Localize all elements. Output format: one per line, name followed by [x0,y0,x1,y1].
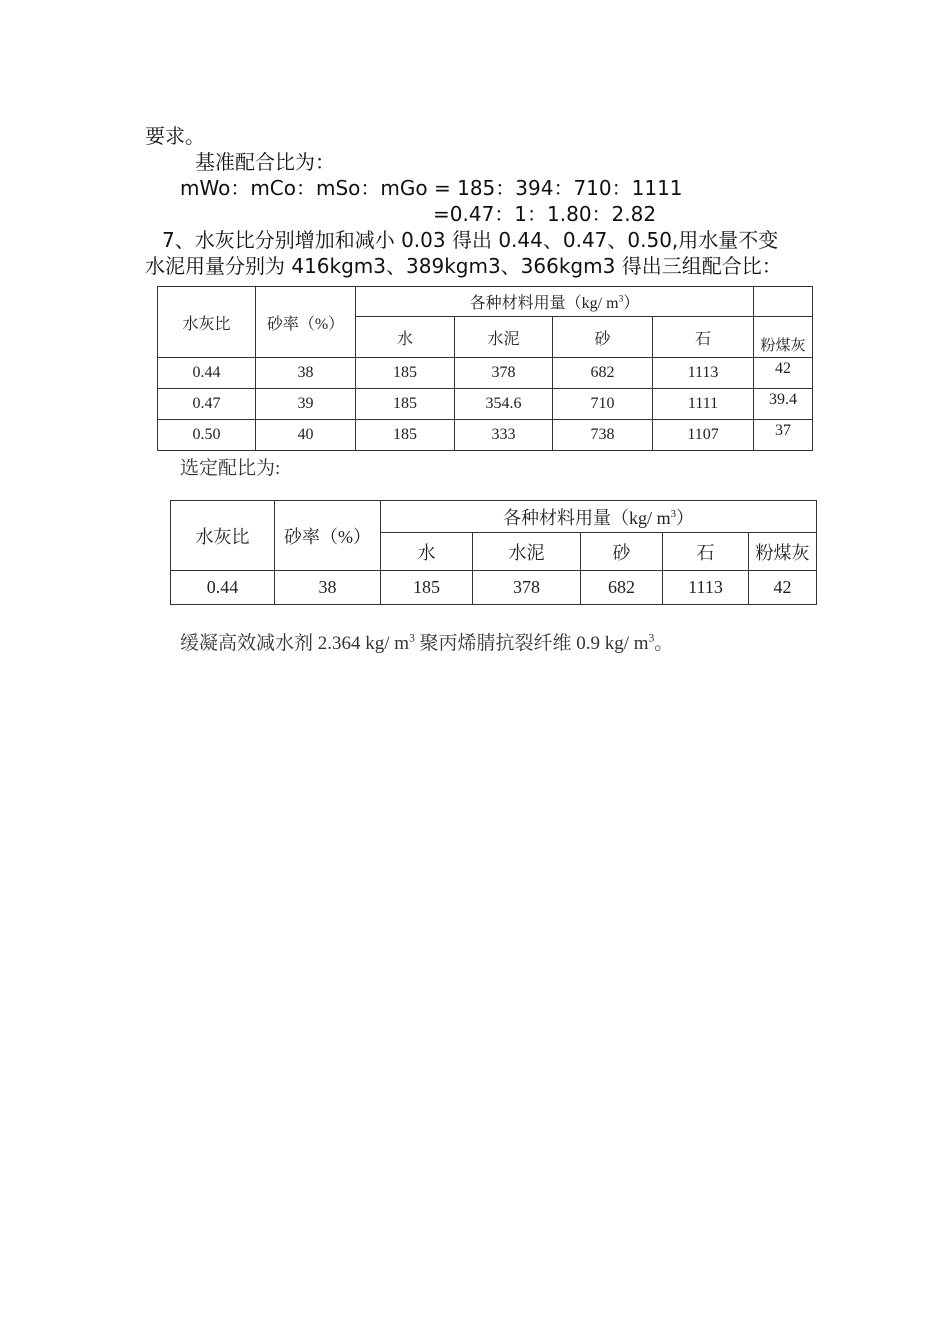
cell-cement: 354.6 [455,389,553,420]
cell-wc: 0.50 [158,420,256,451]
header-material-usage [381,501,817,533]
cell-stone: 1111 [653,389,754,420]
cell-stone: 1107 [653,420,754,451]
cell-water: 185 [356,420,455,451]
cell-sand: 710 [553,389,653,420]
unit-exponent: 3 [409,632,415,645]
table-row [158,420,813,451]
header-unit-exponent: 3 [670,507,676,520]
cell-sand-rate: 38 [275,571,381,605]
cell-fly-ash: 37 [754,420,813,451]
mix-ratio-table-three-groups [157,286,813,451]
header-material-usage-text: 各种材料用量（kg/ m [503,507,671,528]
cell-cement: 333 [455,420,553,451]
header-sand-rate: 砂率（%） [256,287,356,358]
header-material-usage [356,287,754,317]
header-blank [754,287,813,317]
header-stone: 石 [653,317,754,358]
text-line-base-ratio-title: 基准配合比为： [195,150,335,174]
selected-ratio-label: 选定配比为: [180,458,281,479]
cell-sand: 682 [553,358,653,389]
text-line-cement-amounts: 水泥用量分别为 416kgm3、389kgm3、366kgm3 得出三组配合比： [145,254,782,278]
cell-water: 185 [356,389,455,420]
text-line-normalized-ratio: =0.47：1：1.80：2.82 [433,202,657,226]
header-cement: 水泥 [473,533,581,571]
header-material-usage-close: ） [623,295,640,312]
cell-water: 185 [356,358,455,389]
header-material-usage-close: ） [675,507,694,528]
cell-sand-rate: 40 [256,420,356,451]
header-sand: 砂 [553,317,653,358]
admixture-fiber: 聚丙烯腈抗裂纤维 0.9 kg/ m [414,633,649,654]
header-fly-ash: 粉煤灰 [754,317,813,358]
cell-fly-ash: 39.4 [754,389,813,420]
cell-sand: 682 [581,571,663,605]
admixture-line [180,628,673,655]
cell-cement: 378 [473,571,581,605]
cell-cement: 378 [455,358,553,389]
header-unit-exponent: 3 [618,293,624,305]
unit-exponent: 3 [648,632,655,645]
text-line-mass-ratio: mWo：mCo：mSo：mGo = 185：394：710：1111 [180,176,683,200]
text-line-item-7: 7、水灰比分别增加和减小 0.03 得出 0.44、0.47、0.50,用水量不变 [162,228,779,252]
cell-sand-rate: 39 [256,389,356,420]
cell-sand: 738 [553,420,653,451]
table-row [158,389,813,420]
admixture-retarder: 缓凝高效减水剂 2.364 kg/ m [180,633,410,654]
cell-stone: 1113 [663,571,749,605]
header-material-usage-text: 各种材料用量（kg/ m [469,295,619,312]
cell-stone: 1113 [653,358,754,389]
cell-wc: 0.44 [171,571,275,605]
header-water-cement-ratio: 水灰比 [158,287,256,358]
cell-wc: 0.47 [158,389,256,420]
header-sand-rate: 砂率（%） [275,501,381,571]
header-water-cement-ratio: 水灰比 [171,501,275,571]
header-water: 水 [381,533,473,571]
header-cement: 水泥 [455,317,553,358]
cell-fly-ash: 42 [749,571,817,605]
header-water: 水 [356,317,455,358]
header-sand: 砂 [581,533,663,571]
admixture-end: 。 [654,633,674,654]
cell-sand-rate: 38 [256,358,356,389]
cell-fly-ash: 42 [754,358,813,389]
selected-mix-ratio-table [170,500,817,605]
text-line-requirement: 要求。 [145,124,205,148]
header-stone: 石 [663,533,749,571]
table-row [171,571,817,605]
table-row [158,358,813,389]
header-fly-ash: 粉煤灰 [749,533,817,571]
cell-wc: 0.44 [158,358,256,389]
cell-water: 185 [381,571,473,605]
